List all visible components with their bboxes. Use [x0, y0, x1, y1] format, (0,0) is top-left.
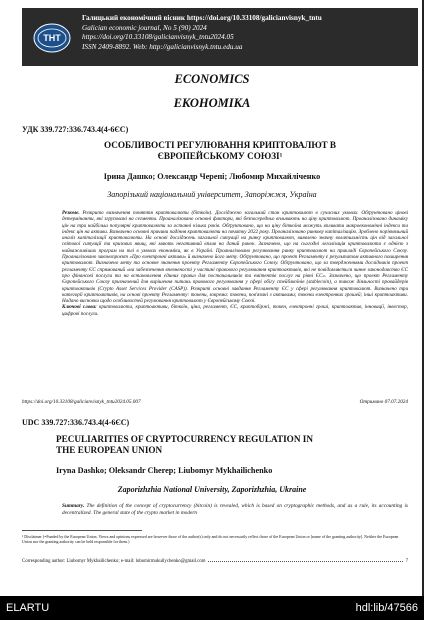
footnote-rule	[22, 530, 142, 531]
affiliation-en: Zaporizhzhia National University, Zaporizhzhia, Ukraine	[117, 485, 307, 494]
logo-text: ТНТ	[43, 33, 61, 43]
journal-logo-icon	[32, 18, 72, 58]
abstract-label-en: Summary.	[62, 503, 85, 509]
repository-name[interactable]: ELARTU	[6, 602, 50, 614]
section-title-uk: ЕКОНОМІКА	[173, 96, 251, 110]
keywords-label-uk: Ключові слова:	[62, 304, 97, 311]
doi-row	[22, 399, 408, 405]
journal-issn-line: ISSN 2409-8892. Web: http://galicianvisnyk.tntu.edu.ua	[82, 42, 243, 51]
footnote: ¹ Disclaimer (=Funded by the European Union. Views and opinions expressed are however those of the author(s) only and do not necessarily reflect those of the European Union or [name of the granting authority]. Neither the European Union nor the granting authority can be held responsible for them.)	[22, 534, 399, 544]
keywords-text-uk: криптовалюта, криптоактиви, біткоїн, ціна, регламент, ЄС, криптобіржі, токен, електронні гроші, криптоактив, інновації, інвестор, цифрові послуги.	[62, 304, 408, 317]
corresponding-author-row	[22, 559, 408, 564]
repository-bar	[0, 596, 424, 620]
abstract-text-uk: Розкрито визначення поняття криптовалюти (біткоїн). Досліджено загальний стан криптовалют в сучасних умовах. Обґрунтовано цінові детермінанти, які згруповані на сегменти. Проаналізовано основні фактори, які безпосередньо впливають на ціну криптовалют. Проаналізовано динаміку цін на три найбільш популярні криптовалюти за останні кілька років. Обґрунтовано, що на ціну біткоїна можуть впливати макроекономічні індекси та індекс цін на активи. Визначено основні причини падіння криптовалюти на початку 2022 року. Проаналізовано ринкову капіталізацію. Зроблено порівняльний аналіз капіталізації криптовалюти. На основі досліджень загальної ситуації на ринку криптовалют, виявлено значну волатильність цін від загальної світової ситуації та кризових явищ, які мають негативний вплив на даний ринок. Зазначено, що на сьогодні легалізація криптовалюти є однією з найважливіших програм на тлі в умовах економіки, як в Україні. Проаналізовано регулювання ринку криптовалют на прикладі Європейського Союзу. Проаналізовано законопроєкт «Про електронні активи» й визначено його мету. Обґрунтовано, що проект Регламенту є результатом активного поширення криптовалют. Визначено мету та основне значення проекту Регламенту Європейського Союзу. Обґрунтовано, що за твердженнями дослідників проект регламенту ЄС спрямований «на забезпечення впевненості у частині правового регулювання криптоактивів, які не повідомляється чинне законодавство ЄС про фінансові послуги та на встановлення єдиних правил для постачальників та емітентів послуг на рівні ЄС». Зазначено, що проект Регламенту Європейського Союзу призначений для вирішення питань правового регулювання у сфері обігу стейблкоїнів (stablecoin), а також діяльності провайдерів криптоактивів (Crypto Asset Services Provider (CASP)). Розкриті основні завдання Регламенту ЄС у сфері регулювання криптовалют. Визначено три категорії криптоактивів, на основі проекту Регламенту: токени, зокрема: токени, пов'язані з активами; токени електронних грошей; інші криптоактиви. Надано висновки щодо особливостей регулювання криптовалют у Європейському Союзі.	[62, 210, 408, 305]
affiliation-uk: Запорізький національний університет, Запоріжжя, Україна	[107, 190, 317, 199]
abstract-label-uk: Резюме.	[62, 210, 80, 216]
udk-code: УДК 339.727:336.743.4(4-6ЄС)	[22, 125, 129, 134]
corresponding-author: Corresponding author: Liubomyr Mykhailichenko; e-mail: lubomirmukuilychenko@gmail.com	[22, 559, 206, 564]
received-date: Отримано 07.07.2024	[359, 399, 408, 405]
abstract-text-en: The definition of the concept of cryptocurrency (bitcoin) is revealed, which is based on cryptographic methods, and as a rule, its accounting is decentralized. The general state of the crypto market in modern	[62, 503, 408, 516]
journal-issue-line: Galician economic journal, No 5 (90) 2024	[82, 23, 207, 32]
journal-header	[22, 8, 418, 66]
article-title-en: PECULIARITIES OF CRYPTOCURRENCY REGULATION IN THE EUROPEAN UNION	[56, 434, 313, 455]
page-number: 7	[405, 559, 408, 564]
handle-id[interactable]: hdl:lib/47566	[355, 602, 418, 614]
abstract-en	[62, 503, 408, 516]
leader-dots	[208, 559, 402, 562]
journal-doi-line: https://doi.org/10.33108/galicianvisnyk_tntu2024.05	[82, 33, 234, 42]
section-title-en: ECONOMICS	[174, 72, 250, 86]
authors-uk: Ірина Дашко; Олександр Черепі; Любомир Михайліченко	[103, 172, 321, 181]
article-doi-link[interactable]: https://doi.org/10.33108/galicianvisnyk_tntu2024.05.007	[22, 399, 141, 405]
authors-en: Iryna Dashko; Oleksandr Cherep; Liubomyr Mykhailichenko	[56, 466, 273, 475]
article-title-uk: ОСОБЛИВОСТІ РЕГУЛЮВАННЯ КРИПТОВАЛЮТ В ЄВРОПЕЙСЬКОМУ СОЮЗІ¹	[103, 140, 337, 161]
abstract-uk	[62, 210, 408, 317]
udc-code: UDC 339.727:336.743.4(4-6ЄС)	[22, 418, 130, 427]
journal-title-line: Галицький економічний вісник https://doi.org/10.33108/galicianvisnyk_tntu	[82, 14, 322, 22]
